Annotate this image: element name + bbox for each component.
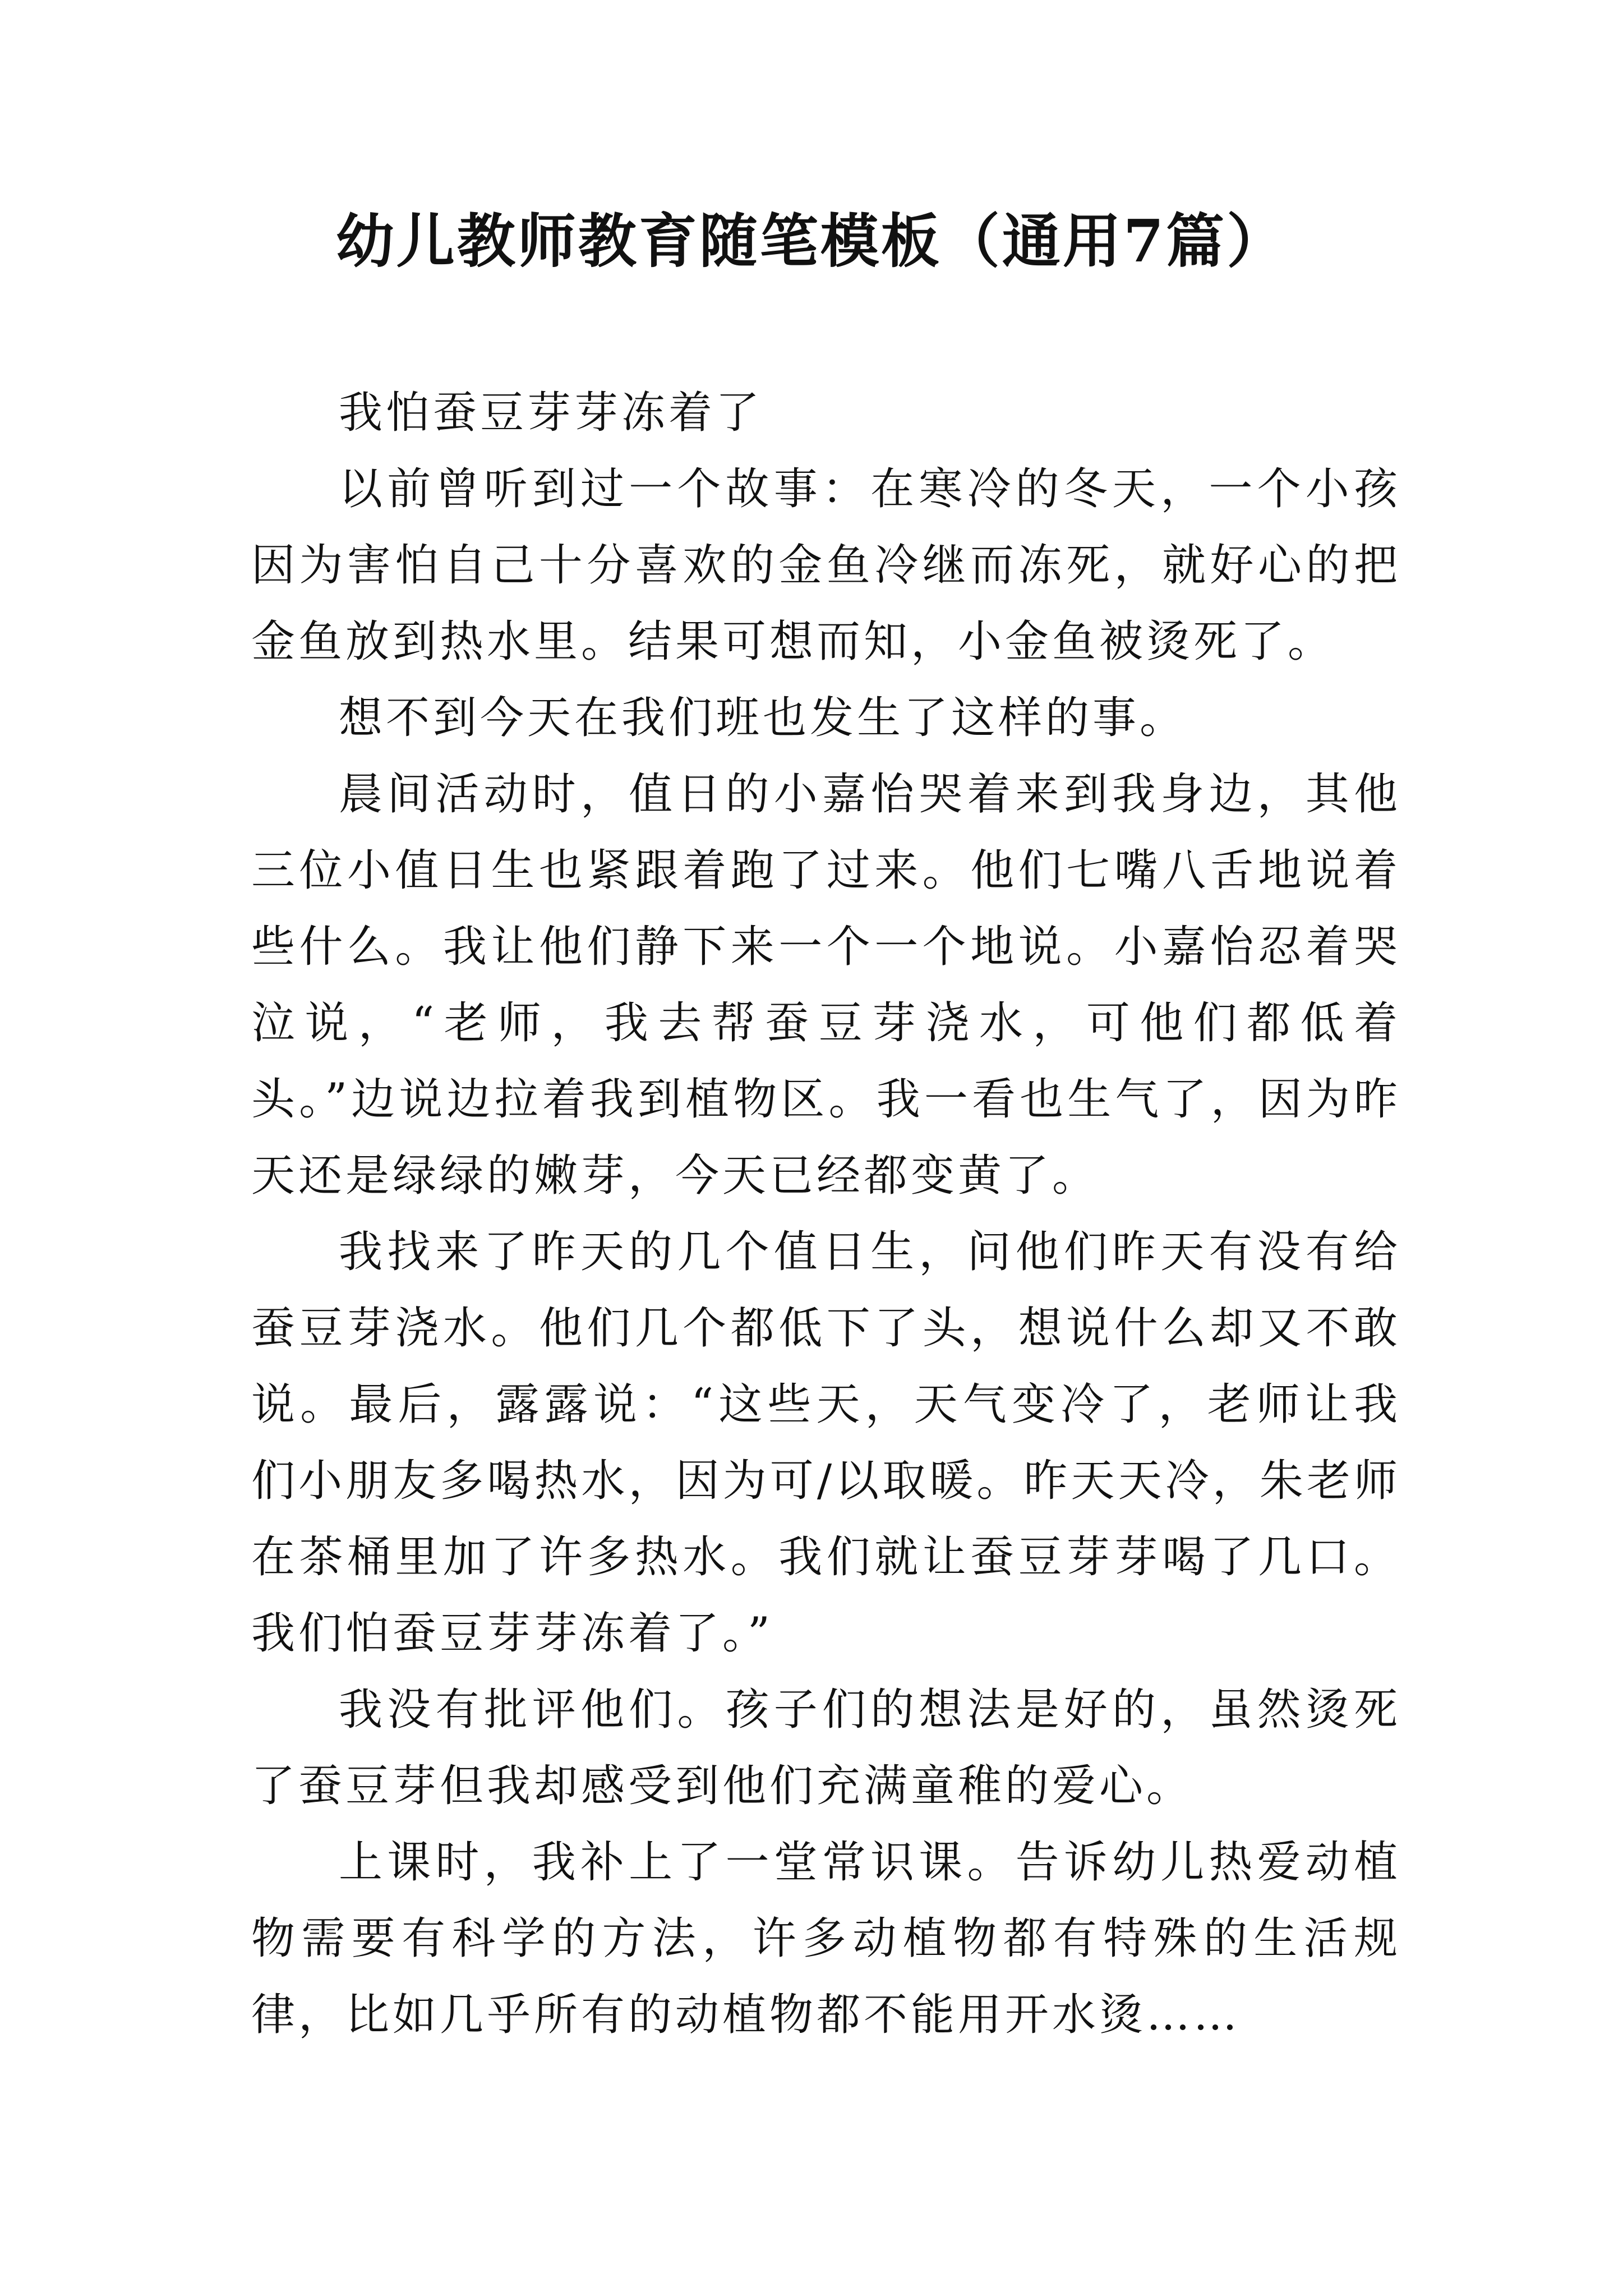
document-body bbox=[251, 375, 1401, 2053]
document-title: 幼儿教师教育随笔模板（通用7篇） bbox=[335, 206, 1288, 275]
paragraph: 晨间活动时，值日的小嘉怡哭着来到我身边，其他三位小值日生也紧跟着跑了过来。他们七嘴八舌地说着些什么。我让他们静下来一个一个地说。小嘉怡忍着哭泣说，“老师，我去帮蚕豆芽浇水，可他们都低着头。”边说边拉着我到植物区。我一看也生气了，因为昨天还是绿绿的嫩芽，今天已经都变黄了。 bbox=[251, 769, 1401, 1201]
story-heading: 我怕蚕豆芽芽冻着了 bbox=[339, 388, 763, 438]
paragraph: 以前曾听到过一个故事：在寒冷的冬天，一个小孩因为害怕自己十分喜欢的金鱼冷继而冻死，就好心的把金鱼放到热水里。结果可想而知，小金鱼被烫死了。 bbox=[251, 464, 1401, 667]
paragraph: 我没有批评他们。孩子们的想法是好的，虽然烫死了蚕豆芽但我却感受到他们充满童稚的爱心。 bbox=[251, 1685, 1401, 1811]
paragraph: 想不到今天在我们班也发生了这样的事。 bbox=[339, 693, 1187, 743]
paragraph: 上课时，我补上了一堂常识课。告诉幼儿热爱动植物需要有科学的方法，许多动植物都有特殊的生活规律，比如几乎所有的动植物都不能用开水烫…… bbox=[251, 1837, 1401, 2040]
paragraph: 我找来了昨天的几个值日生，问他们昨天有没有给蚕豆芽浇水。他们几个都低下了头，想说什么却又不敢说。最后，露露说：“这些天，天气变冷了，老师让我们小朋友多喝热水，因为可/以取暖。昨天天冷，朱老师在茶桶里加了许多热水。我们就让蚕豆芽芽喝了几口。我们怕蚕豆芽芽冻着了。” bbox=[251, 1227, 1401, 1659]
